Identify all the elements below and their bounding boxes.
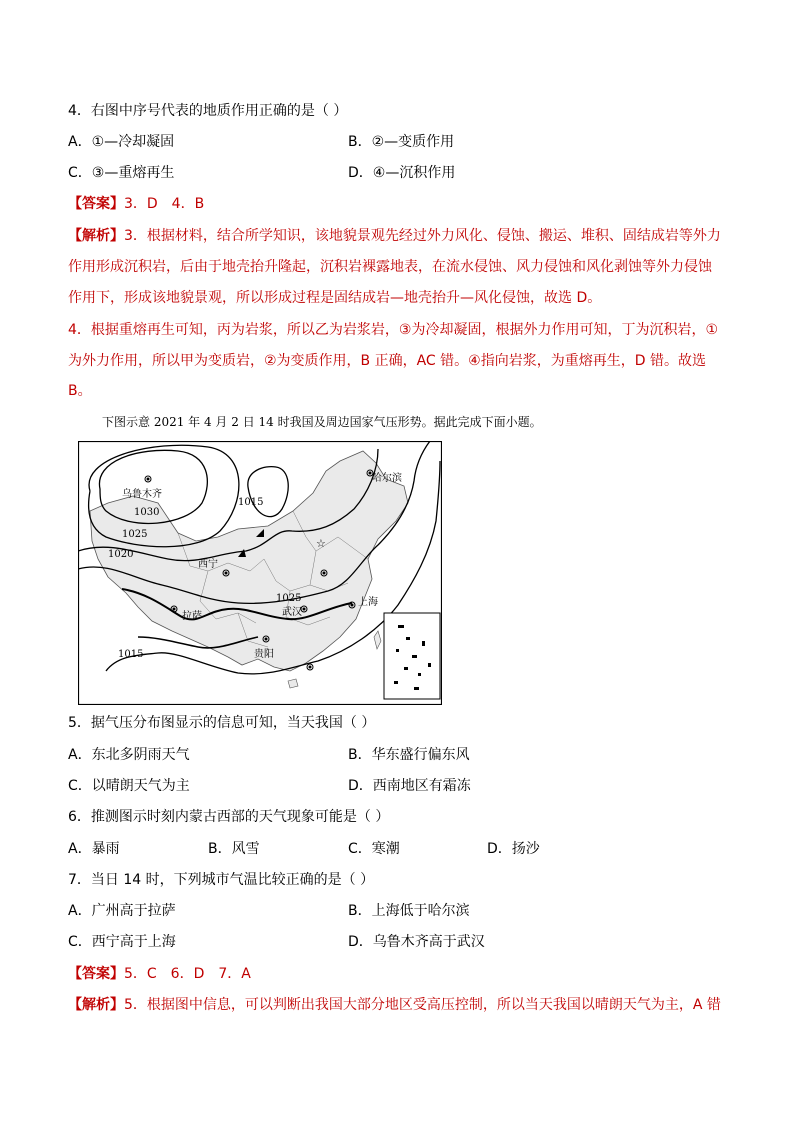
label-shanghai: 上海 <box>358 597 378 608</box>
label-iso-1025-west: 1025 <box>122 529 148 540</box>
pressure-map <box>78 441 442 705</box>
label-harbin: 哈尔滨 <box>372 473 402 484</box>
analysis-line: 3．根据材料，结合所学知识，该地貌景观先经过外力风化、侵蚀、搬运、堆积、固结成岩等外力 <box>124 228 721 244</box>
capital-star-icon: ☆ <box>316 537 326 550</box>
label-guiyang: 贵阳 <box>254 649 274 660</box>
analysis-line: 为外力作用，所以甲为变质岩，②为变质作用，B 正确，AC 错。④指向岩浆，为重熔再生，D 错。故选 <box>68 353 706 369</box>
q5-option-d: D．西南地区有霜冻 <box>348 778 471 794</box>
q4-option-c: C．③—重熔再生 <box>68 165 175 181</box>
label-iso-1020: 1020 <box>108 549 134 560</box>
q6-option-c: C．寒潮 <box>348 841 400 857</box>
analysis-line: 4．根据重熔再生可知，丙为岩浆，所以乙为岩浆岩，③为冷却凝固，根据外力作用可知，丁为沉积岩，① <box>68 322 719 338</box>
map-caption: 下图示意 2021 年 4 月 2 日 14 时我国及周边国家气压形势。据此完成下面小题。 <box>102 415 542 429</box>
q4-option-a: A．①—冷却凝固 <box>68 134 175 150</box>
q4-option-d: D．④—沉积作用 <box>348 165 456 181</box>
analysis-line: 作用下，形成该地貌景观，所以形成过程是固结成岩—地壳抬升—风化侵蚀，故选 D。 <box>68 290 602 306</box>
q7-option-a: A．广州高于拉萨 <box>68 903 176 919</box>
q7-option-d: D．乌鲁木齐高于武汉 <box>348 934 485 950</box>
south-china-sea-inset <box>384 613 440 699</box>
analysis-line: 5．根据图中信息，可以判断出我国大部分地区受高压控制，所以当天我国以晴朗天气为主，A 错 <box>124 997 721 1013</box>
q5-stem: 5．据气压分布图显示的信息可知，当天我国（ ） <box>68 715 376 731</box>
label-iso-1030: 1030 <box>134 507 160 518</box>
answer-text: 3．D 4．B <box>124 196 205 212</box>
label-iso-1015-north: 1015 <box>238 497 264 508</box>
q7-stem: 7．当日 14 时，下列城市气温比较正确的是（ ） <box>68 872 375 888</box>
answer-tag: 【答案】 <box>68 196 124 212</box>
label-xining: 西宁 <box>198 559 218 570</box>
q4-option-b: B．②—变质作用 <box>348 134 455 150</box>
label-iso-1015-south: 1015 <box>118 649 144 660</box>
q6-option-d: D．扬沙 <box>487 841 540 857</box>
label-urumqi: 乌鲁木齐 <box>122 489 162 500</box>
q5-option-b: B．华东盛行偏东风 <box>348 747 470 763</box>
answer-text: 5．C 6．D 7．A <box>124 966 251 982</box>
q5-option-c: C．以晴朗天气为主 <box>68 778 190 794</box>
answer-block-1 <box>68 194 204 214</box>
label-wuhan: 武汉 <box>282 607 302 618</box>
analysis-tag: 【解析】 <box>68 997 124 1013</box>
answer-tag: 【答案】 <box>68 966 124 982</box>
analysis-block-2 <box>68 995 721 1015</box>
q7-option-c: C．西宁高于上海 <box>68 934 176 950</box>
analysis-block-1 <box>68 226 721 246</box>
q6-option-a: A．暴雨 <box>68 841 120 857</box>
q7-option-b: B．上海低于哈尔滨 <box>348 903 470 919</box>
q6-option-b: B．风雪 <box>208 841 260 857</box>
q5-option-a: A．东北多阴雨天气 <box>68 747 190 763</box>
q6-stem: 6．推测图示时刻内蒙古西部的天气现象可能是（ ） <box>68 809 390 825</box>
analysis-line: B。 <box>68 383 92 399</box>
label-lhasa: 拉萨 <box>182 611 202 622</box>
q4-stem: 4．右图中序号代表的地质作用正确的是（ ） <box>68 103 348 119</box>
hainan <box>288 679 298 688</box>
label-iso-1025-central: 1025 <box>276 593 302 604</box>
answer-block-2 <box>68 964 251 984</box>
analysis-line: 作用形成沉积岩，后由于地壳抬升隆起，沉积岩裸露地表，在流水侵蚀、风力侵蚀和风化剥蚀等外力侵蚀 <box>68 259 712 275</box>
analysis-tag: 【解析】 <box>68 228 124 244</box>
